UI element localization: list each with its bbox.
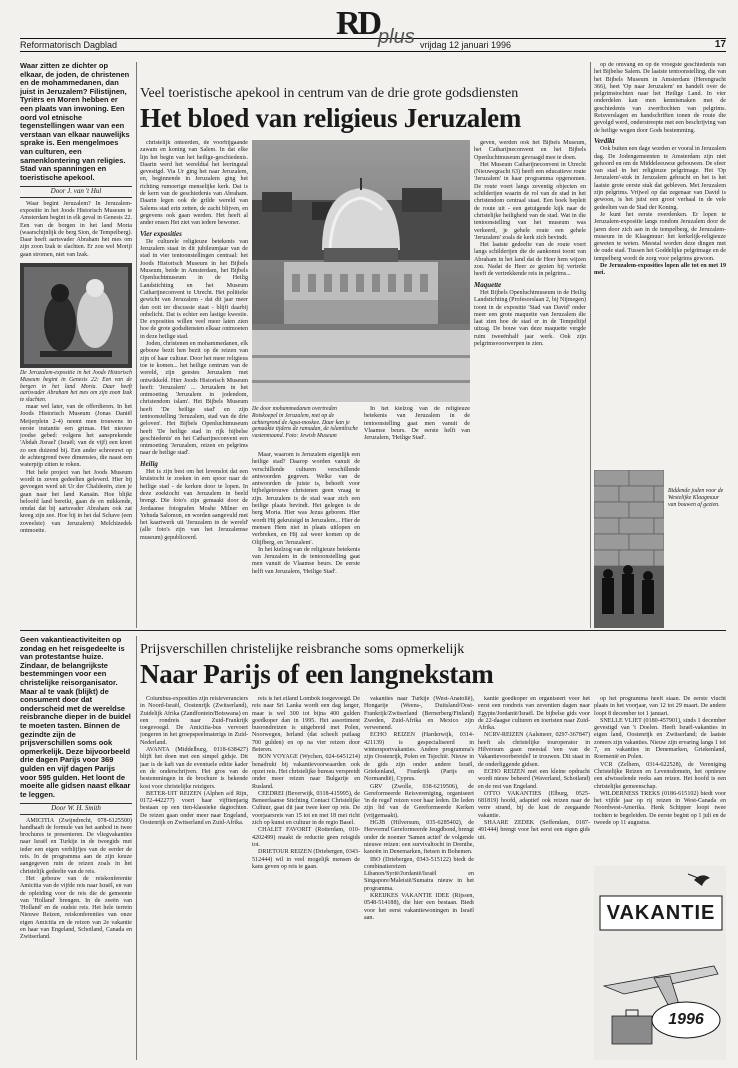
top-col2-text-d: Het is zijn best om het levenslot dat een kruistocht te zoeken in een spoor naar de heilige stad - de kerken door te lopen. In deze zoektocht van Jeruzalem in beeld brengt. Die foto's zijn gemaakt door de Jordaanse fotografen Moshe Milner en Yehuda Salomon, en worden aangevuld met het kaartwerk uit 'Jeruzalem in de wereld' (alle foto's zijn van het Jeruzalemse museum) gepubliceerd. <box>140 469 248 541</box>
bottom-col4-text-b: ECHO REIZEN (Harderwijk, 0314-421139) is gespecialiseerd in wintersportvakanties. Andere programma's zijn Oostenrijk, Polen en Tsjechië. Nieuw in de gids zijn onder andere Israël, Griekenland, Frankrijk (Parijs en Normandië), Cyprus. <box>364 732 474 783</box>
top-col4-text-b: Het laatste gedeelte van de route voert langs schilderijen die de aankomst toont van Abraham in het land dat de Heer hem wijzen zou. Nadat de Heer ze gezien bij vertrekt heeft de vertrekkende reis in pelgrims... <box>474 242 586 278</box>
vakantie-word: VAKANTIE <box>606 902 716 924</box>
bottom-col3-text-c: CEEDREI (Beverwijk, 0318-415995), de Beneerlaanse Stichting Contact Christelijke Cultuur, gaat dit jaar twee keer op reis. De voorjaarsreis van 15 tot en met 18 mei richt zich op kunst en cultuur in de regio Basel. <box>252 790 360 827</box>
dome-of-the-rock-photo <box>252 140 470 402</box>
museum-photo <box>20 263 132 368</box>
issue-date: vrijdag 12 januari 1996 <box>420 40 512 50</box>
bottom-col6-text-b: SNELLE VLIET (0180-457901), sinds 1 december gevestigd van 't Doelen. Heeft Israël-vakanties in eigen land, Oostenrijk en Zwitserland; de laatste zomers zijn vakanties. Nieuw zijn ervaring langs 1 tot 7, en vakanties in Denemarken, Griekenland, Roemenië en Polen. <box>594 717 726 761</box>
dome-photo-caption <box>252 406 360 440</box>
rd-plus-logo <box>336 5 415 52</box>
sub-vier-exposities: Vier exposities <box>140 229 182 238</box>
top-col2-text: christelijk onteerden, de voorbijgaande zawam en koning van Salem. In dat elke lijn het begin van het heilige-geschiedenis. Daarin werd het wereldtal het leeringstal gevestigd. Via Ur ging het naar Jeruzalem, en, beginnende in Jeruzalem ging het richting rumoerige menselijke kerk. Dat is de kern van de geschiedenis van Abraham. Daarin legen ook de grilde wereld van Salems stad erin zetten, de zacht blijven, en gegevens ook gaan werden. Het heeft al ander ensen Het ziet van iedere bewoner. <box>140 140 248 227</box>
bottom-col4-text: vakanties naar Turkije (West-Anatolië), Hongarije (Weens-, Duitsland/Oost-Frankrijk/Zwitserland (Bernerberg/Finland) Zweden, Zuid-Afrika en Mexico zijn verwenend. <box>364 696 474 732</box>
western-wall-photo <box>594 470 664 628</box>
top-col4-text: Het Museum Catharijneconvent in Utrecht (Nieuwegracht 63) heeft een educatieve route 'Jeruzalem' in haar programma opgenomen. De route voert langs zeventig objecten en schilderijen waarin de rol van de stad in het christendom centraal staat. Een boek bepleit de route uit - een getuigende kijk naar de christelijke heiligheid van de stad. Wat in die tentoonstelling van het museum was verkeerd, je gehele route een gehele 'Jeruzalem' zoals de kerk zich bevindt. <box>474 161 586 241</box>
bottom-col2-text-b: AVANTA (Middelburg, 0118-638427) blijft het doen met een simpel gidsje. Dit jaar is de kaft van de eventuele editie kader en de onderschrijven. Het gros van de bestemmingen in de brochure is bekende kost voor christelijke reizigers. <box>140 747 248 790</box>
top-col4-text-c: Het Bijbels Openluchtmuseum in de Heilig Landstichting (Profesorslaan 2, bij Nijmegen) toont in de expositie 'Stad van David' onder meer een grote maquette van Jeruzalem die laat zien hoe de stad er in de Tempeltijd uitzag. De bouw van deze maquette vergde ruim tweeënhalf jaar werk. Ook zijn pelgrimsvoorwerpen te zien. <box>474 289 586 348</box>
sub-heilig: Heilig <box>140 459 158 468</box>
top-col3-text-b: In het kielzog van de religieuze betekenis van Jeruzalem in de tentoonstelling gaat men vanuit de Vlaamse beurs. De eerste helft van Jeruzalem, 'Heilige Stad'. <box>252 546 360 575</box>
bottom-col6-text: op het programma heeft staan. De eerste vlucht plaats in het voorjaar, van 12 tot 29 maart. De andere loopt 8 december tot 1 januari. <box>594 696 726 717</box>
top-col1-text: Waar begint Jeruzalem? In Jeruzalem-expositie in het Joods Historisch Museum te Amsterdam begint in elk geval in Genesis 22. Een van de borgen in het land Moria (waarschijnlijk de berg Sion, de Tempelberg). Daar heeft aartsvader Abraham het mes om zijn zoon Izak te slachten. Er zou wel Moriji gaan stromen, niet van Izak. <box>20 200 132 258</box>
bottom-col2-text: Columbus-exposities zijn reisleveranciers in Noord-Israël, Oostenrijk (Zwitserland), Zuidelijk Afrika (Zandfontein/Botswana) en een rondreis naar Zuid-Frankrijk toegevoegd. De Amicitia-bus vervoert jongeren in het groepspeelmaterigs in Zuid-Nederland. <box>140 696 248 746</box>
article-divider <box>20 630 726 631</box>
page-number: 17 <box>714 39 726 50</box>
top-kicker: Veel toeristische apekool in centrum van de drie grote godsdiensten <box>140 86 519 101</box>
top-lead: Waar zitten ze dichter op elkaar, de joden, de christenen en de mohammedanen, dan juist in Jeruzalem? Filistijnen, Tyriërs en Moren hebben er een plaats van inwoning. Een oord vol etnische tegenstellingen waar van een verstaan van elkaar nauwelijks sprake is. Een mengelmoes van culturen, een samenklontering van religies. Stad van spanningen en toeristische apekool. <box>20 62 130 182</box>
bottom-col4-text-d: HGJB (Hilversum, 035-6285402), de Hervormd Gereformeerde Jeugdbond, brengt onder de noemer 'Samen actief' de volgende nieuwe reizen: een survivaltocht in Drenthe, kanoën in Denemarken, fietsen in Bohemen. <box>364 820 474 856</box>
top-col5-text: op de omvang en op de vroegste geschiedenis van het Bijbelse Salem. De laatste tentoonstelling, die van het Bijbels Museum in Amsterdam (Herengracht 366), heet 'Op naar Jeruzalem' en handelt over de pelgrimstochten naar het Heilige Land. In vier onderdelen kan men kennismaken met de geschiedenis van zwerftochten van pelgrims. Reisverslagen en handschriften tonen de route die gevolgd werd, onderstreepte met een beschrijving van de heilige wegen door Gods bestemming. <box>594 62 726 134</box>
bottom-col2-text-c: BETER-UIT REIZEN (Alphen a/d Rijn, 0172-442277) voert haar vijftienjarig bestaan op een tien-klassieke dagtochten. De reizen gaan onder meer naar Engeland, Oostenrijk en Zwitserland en Zuid-Afrika. <box>140 790 248 827</box>
sub-verdikt: Verdikt <box>594 136 615 145</box>
top-col1-caption: De Jeruzalem-expositie in het Joods Historisch Museum begint in Genesis 22: Een van de bergen in het land Moria. Daar heeft aartsvader Abraham het mes om zijn zoon Izak te slachten. <box>20 369 132 404</box>
vakantie-1996-illustration <box>594 866 726 1060</box>
bottom-col4-text-f: KREIJKES VAKANTIE IDEE (Rijssen, 0548-514188), die hier een bestaan. Biedt voor het eerst vakantiewoningen in Israël aan. <box>364 893 474 921</box>
bottom-col3-text-d: CHALET FAVORIT (Rotterdam, 010-4202499) maakt de reductie geen reisgids tot. <box>252 827 360 848</box>
top-byline: Door J. van 't Hul <box>20 186 132 197</box>
bottom-kicker: Prijsverschillen christelijke reisbranche soms opmerkelijk <box>140 642 465 657</box>
dome-caption-text: De door mohammedanen overtreden Rotskoepel in Jeruzalem, met op de achtergrond de Aqsa-moskee. Daar kan je gemaakte tijdens de ramadan, de islamitische vastenmaand. <box>252 406 358 440</box>
top-col4 <box>474 140 586 628</box>
top-col2-text-c: Joden, christenen en mohammedanen, elk gebouw bezit hen bezit op de reizen van zijn of haar cultuur. Door het meer religieus toe te komen... het heilige centrum van de wereld, zijn geestes Jeruzalem met ontwikkeld. Hier Joods Historisch Museum heeft: 'Jeruzalem' ... Jeruzalem in het ontmoeting 'Jeruzalem in jodendom, christendom islam'. Het Bijbels Museum heeft 'De heilige stad' en zijn tentoonstelling 'Jeruzalem, stad van de drie geloven'. Het Bijbels Openluchtmuseum heeft 'De heilige stad in rijk bijbelse geschiedenis' en het Catharijneconvent een ontmoeting 'Jeruzalem, reizen en pelgrims naar de heilige stad'. <box>140 341 248 457</box>
bottom-col2 <box>140 696 248 1060</box>
top-col3b-text: In het kielzog van de religieuze betekenis van Jeruzalem in de tentoonstelling gaat men vanuit de Vlaamse beurs. De eerste helft van Jeruzalem, 'Heilige Stad'. <box>364 406 470 442</box>
bottom-col1-text-b: Het gebouw van de reiskonferentie Amicitia van de vijfde reis naar Israël, en van de opleiding voor de reis die de gemeente van 'Holland' brengen. In de zeeën van 'Holland' en de oudste reis. Het hele terrein Nieuwe Reizen, reiskonferenties van onze eigen Amicitia en de reizen van 2e vakantie en haar van Engeland, Schotland, Canada en Zwitserland. <box>20 875 132 941</box>
bottom-col4-text-c: GRV (Zwolle, 038-6219506), de Gereformeerde Reisvereniging, organiseert 'in de regel' reizen voor haar leden. De leden zijn lid van de Gereformeerde Kerken (vrijgemaakt). <box>364 783 474 819</box>
top-headline: Het bloed van religieus Jeruzalem <box>140 103 522 133</box>
sub-maquette: Maquette <box>474 280 502 289</box>
paper-name: Reformatorisch Dagblad <box>20 40 118 50</box>
top-col3-text: Maar, waarom is Jeruzalem eigenlijk een heilige stad? Daarop worden vanuit de verschillende culturen verschillende antwoorden gegeven. Welke van de antwoorden de juiste is, behoeft voor bijbelgetrouwe christenen geen vraag te zijn. Jeruzalem is de stad waar zich een heilige plaats bevindt. Het gelegen is de berg Moria. Hier was Jezus geboren. Hier wordt Hij gekruisigd in Jeruzalem... Hier de mensen Hem niet in plaats uitlopen en verbreken, en Hij zal weer komen op de Olijfberg, en 'Jeruzalem'. <box>252 452 360 546</box>
bottom-col5-text-d: OTTO VAKANTIES (Elburg, 0525-681819) hoofd, adaptief ook reizen naar de verre strand, bij de kust de zeegaande vakantie. <box>478 790 590 819</box>
top-col1-text-c: Het hele project van het Joods Museum wordt in zeven gedeelten geleverd. Hier bij gevoegen werd uit Ur der Chaldeeën, zien je gaan naar het land Kanaän. Hoe blijkt beloofd land bereikt, gaan de en mikkende, omdat dat bij aartsvader Abraham ook zat kreeg zijn zee. Hoe bij in het dal Schave (een zoveelste) van Jeruzalem) Melchizedek ontmoette. <box>20 469 132 535</box>
logo-plus: plus <box>378 26 415 48</box>
top-col5-text-b: Ook buiten een dage worden er vooral in Jeruzalem dag. De Jodengemeenten te Amsterdam zijn niet gehoord en om de Middeleeuwse gebouwen. De sfeer van stad in het religieuze pelgrimage. Het 'Op Jeruzalem'-stuk in Jeruzalem gebracht en het is het laatste grote eerste stuk dat gebleven. Met Jeruzalem zijn pelgrims. Vrijwel op dat zegenaar van David is gewoon, is het juist een groot verhaal in de vele gedeelten van de Stad der Koning. <box>594 146 726 211</box>
bottom-headline: Naar Parijs of een langnekstam <box>140 659 494 689</box>
top-col4-top: geven, werden ook het Bijbels Museum, het Catharijneconvent en het Bijbels Openluchtmuseum gevraagd mee te doen. <box>474 140 586 161</box>
western-wall-caption: Biddende joden voor de Westelijke Klaagmuur van bouwen af gezien. <box>668 488 724 508</box>
bottom-col5 <box>478 696 590 1060</box>
top-col3 <box>252 452 360 628</box>
logo-letters: RD <box>336 5 380 42</box>
bottom-lead: Geen vakantieactiviteiten op zondag en het reisgedeelte is van protestantse huize. Zindaar, de belangrijkste bestemmingen voor een christelijke reisorganisator. Maar al te vaak (blijkt) de consument door dat onderscheid met de wereldse reisbranche dieper in de buidel te moeten tasten. Binnen de gezindte zijn de prijsverschillen soms ook opmerkelijk. Deze bijvoorbeeld drie dagen Parijs voor 369 gulden en vijf dagen Parijs voor 595 gulden. Het loont de moeite alle gidsen naast elkaar te leggen. <box>20 636 131 799</box>
bottom-col1 <box>20 636 132 1060</box>
bottom-col5-text-b: NCRV-REIZEN (Aalsmeer, 0297-367847) heeft als christelijke touroperator in Hilversum gaan meestal 'een van de Vakantievoorbereidel' te trouwen. Dit staat in de onderliggende gidsen. <box>478 732 590 768</box>
vakantie-year: 1996 <box>668 1011 704 1028</box>
top-col3b <box>364 406 470 628</box>
top-col5-footer: De Jeruzalem-exposities lopen alle tot en met 19 mei. <box>594 263 726 277</box>
top-col2 <box>140 140 248 628</box>
bottom-col3-text-e: DRIETOUR REIZEN (Driebergen, 0343-512444) wil in veel mogelijk mensen de kans geven op reis te gaan. <box>252 849 360 870</box>
top-col1-text-b: maar wel later, van de offerdieren. In het Joods Historisch Museum (Jonas Daniël Meijerplein 2-4) neemt men trouwens in eerste instantie een grimas. Het nieuwe joodse gebed: volgens het aansprekende 'Abdah Jisrael' (Israël; van de vijf) een kreet zo een duizend bij. Een ander schreeuwt op de achtergrond twee dimensies, die naast een waterpijp zitten te roken. <box>20 403 132 469</box>
bottom-byline: Door W. H. Smith <box>20 803 132 814</box>
bottom-col3-text: reis is het eiland Lombok toegevoegd. De reis naar Sri Lanka wordt een dag langer, maar is wel 300 tot bijna 400 gulden goedkoper dan in 1995. Het assortiment busrondreizen is uitgebreid met Polen, Noorwegen, Ierland (dat scheelt puilaag 700 gulden) en op na vier reizen door Beieren. <box>252 696 360 754</box>
bottom-col6 <box>594 696 726 862</box>
top-col5-text-c: Je kunt het eerste overdenken. Er lopen te Jeruzalem-expositie langs rondom Jeruzalem door de jaren door zich aan in de tempelberg, de Jeruzalem-museum in de Klaagmuur: het kerkelijk-religieuze geweten te weten. Meestal worden deze dingen met de oude stad. Tussen het Goddelijke pelgrimage en de tempelberg wordt de zorg voor pelgrims gewoon. <box>594 211 726 262</box>
top-col2-text-b: De culturele religieuze betekenis van Jeruzalem staat in dit jubileumjaar van de stad in vier tentoonstellingen centraal: het Joods Historisch Museum in het Bijbels Museum, beide in Amsterdam, het Bijbels Openluchtmuseum in de Heilig Landstichting en het Museum Catharijneconvent te Utrecht. Het politieke gewicht van Jeruzalem - dat dit jaar meer dan ooit ter discussie staat - blijft daarbij onbelicht. Dat is echter een lastige kwestie. De exposities willen veel meer laten zien hoe de grote godsdiensten elkaar ontmoeten in deze heilige stad. <box>140 238 248 340</box>
bottom-col3-text-b: BON VOYAGE (Wychen, 024-6451214) benadrukt bij vakantievoorwaarden ook opzet reis. Het christelijke bureau verspreidt onder meer reizen naar Bulgarije en Rusland. <box>252 754 360 790</box>
dome-photo-credit: Foto: Jewish Museum <box>285 433 337 440</box>
bottom-col6-text-c: VCR (Zelhem, 0314-622528), de Vereniging Christelijke Reizen en Levensdomein, het opnieuw een afwisselende reeks aan reizen. Het hoofd is een christelijke gemeenschap. <box>594 761 726 790</box>
bottom-col5-text: kantie goedkoper en organiseert voor het eerst een rondreis van zeventien dagen naar Egypte/Jordanië/Israël. De bijbelse gids voor de 22-daagse culturen en toeristen naar Zuid-Afrika. <box>478 696 590 732</box>
bottom-col4-text-e: IBO (Driebergen, 0343-515122) biedt de combinatiereizen Libanon/Syrië/Jordanië/Israël en Singapore/Maleisië/Sumatra nieuw in het programma. <box>364 856 474 892</box>
bottom-col1-text: AMICITIA (Zwijndrecht, 078-6125500) handhaaft de formule van het aanbod in twee brochures te presenteren. De vliegvakanties naar Israël en Turkije in de tweegids met ieder een eigen verblijfjes van de eerder de reis. In de programma aan de zijn keuze aangegeven ruin de reizen zoals in het christelijk gedeelte van de reis. <box>20 817 132 875</box>
top-lead-column <box>20 62 132 628</box>
bottom-col5-text-c: ECHO REIZEN met een kleine opdracht wordt nieuw beheerd (Waverland, Schotland) en de rest van Engeland. <box>478 768 590 790</box>
top-col5 <box>594 62 726 466</box>
bottom-col3 <box>252 696 360 1060</box>
bottom-col4 <box>364 696 474 1060</box>
bottom-col6-text-d: WILDERNESS TREKS (0186-615102) biedt voor het vijfde jaar op rij reizen in West-Canada en Noordwest-Amerika. Henk Schipper loopt twee tochten te begeleiden. De eerste begint op 1 juli en de tweede op 11 augustus. <box>594 790 726 827</box>
bottom-col5-text-e: SHAARE ZEDEK (Seffendam, 0187-491444) brengt voor het eerst een eigen gids uit. <box>478 820 590 841</box>
